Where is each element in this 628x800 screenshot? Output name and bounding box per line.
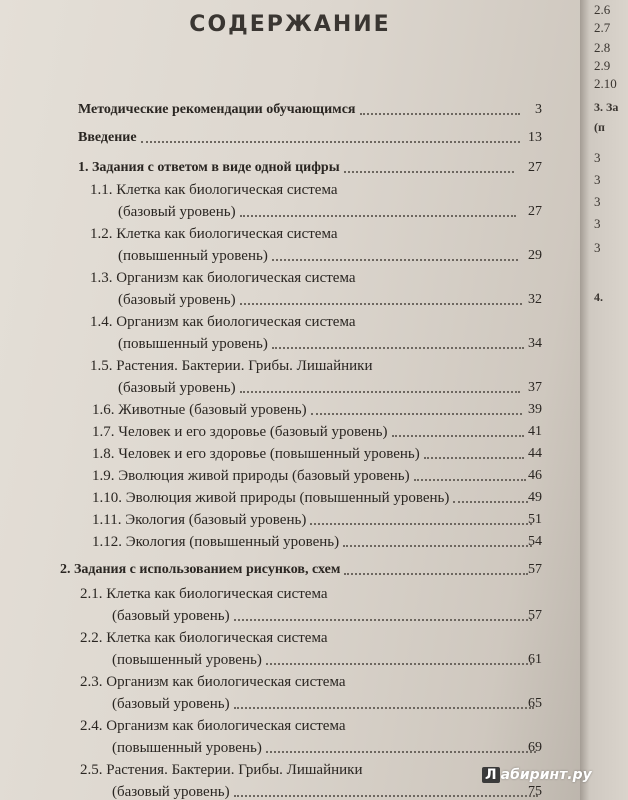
toc-entry-title: 2.5. Растения. Бактерии. Грибы. Лишайники	[80, 762, 363, 778]
toc-entry-page: 27	[528, 160, 542, 175]
toc-entry	[0, 290, 580, 312]
watermark-logo: Л	[482, 767, 500, 783]
toc-entry-page: 13	[528, 130, 542, 145]
facing-page-fragment: 2.6	[594, 2, 611, 17]
toc-entry	[0, 650, 580, 672]
facing-page-fragment: 2.8	[594, 40, 611, 55]
facing-page-fragment: 2.10	[594, 76, 617, 91]
dot-leader	[414, 479, 526, 481]
facing-page-fragment: 3. За	[594, 100, 619, 114]
toc-entry-title: 1.6. Животные (базовый уровень)	[92, 402, 307, 418]
toc-entry-title: (базовый уровень)	[118, 204, 236, 220]
toc-entry	[0, 268, 580, 290]
toc-entry	[0, 532, 580, 554]
toc-entry	[0, 356, 580, 378]
toc-entry-title: 1.5. Растения. Бактерии. Грибы. Лишайники	[90, 358, 373, 374]
toc-entry-title: 1.11. Экология (базовый уровень)	[92, 512, 307, 528]
toc-entry-title: (базовый уровень)	[112, 608, 230, 624]
facing-page-fragment: 3	[594, 216, 601, 231]
toc-entry	[0, 246, 580, 268]
toc-entry-page: 69	[528, 740, 542, 755]
watermark	[482, 767, 592, 783]
toc-entry-page: 41	[528, 424, 542, 439]
dot-leader	[240, 303, 522, 305]
toc-entry-title: 2. Задания с использованием рисунков, схем	[60, 562, 341, 577]
toc-entry-page: 57	[528, 562, 542, 577]
facing-page-fragment: 2.9	[594, 58, 611, 73]
toc-entry-page: 44	[528, 446, 542, 461]
toc-entry-page: 27	[528, 204, 542, 219]
toc-entry	[0, 782, 580, 800]
toc-entry-page: 32	[528, 292, 542, 307]
toc-title: СОДЕРЖАНИЕ	[189, 12, 391, 37]
toc-entry-page: 51	[528, 512, 542, 527]
toc-entry-title: (повышенный уровень)	[112, 740, 262, 756]
facing-page-fragment: 3	[594, 172, 601, 187]
toc-entry-title: 1.12. Экология (повышенный уровень)	[92, 534, 340, 550]
toc-entry	[0, 400, 580, 422]
toc-entry-title: (базовый уровень)	[118, 292, 236, 308]
dot-leader	[453, 501, 528, 503]
dot-leader	[344, 171, 514, 173]
toc-entry	[0, 100, 580, 122]
toc-entry-page: 75	[528, 784, 542, 799]
toc-entry-title: 1.9. Эволюция живой природы (базовый уровень)	[92, 468, 410, 484]
dot-leader	[234, 795, 538, 797]
facing-page	[580, 0, 628, 800]
toc-entry-title: 1.10. Эволюция живой природы (повышенный уровень)	[92, 490, 450, 506]
toc-entry-title: 1.8. Человек и его здоровье (повышенный уровень)	[92, 446, 420, 462]
facing-page-fragment: 3	[594, 150, 601, 165]
toc-entry	[0, 606, 580, 628]
toc-entry-page: 34	[528, 336, 542, 351]
facing-page-fragment: 3	[594, 240, 601, 255]
toc-entry	[0, 224, 580, 246]
toc-entry	[0, 180, 580, 202]
toc-entry	[0, 628, 580, 650]
toc-entry-title: (базовый уровень)	[118, 380, 236, 396]
toc-entry	[0, 466, 580, 488]
toc-entry-page: 65	[528, 696, 542, 711]
facing-page-fragment: 2.7	[594, 20, 611, 35]
toc-entry	[0, 738, 580, 760]
toc-entry	[0, 444, 580, 466]
dot-leader	[234, 707, 534, 709]
toc-entry	[0, 378, 580, 400]
toc-entry-page: 29	[528, 248, 542, 263]
facing-page-fragment: 4.	[594, 290, 603, 304]
toc-entry-title: (повышенный уровень)	[118, 336, 268, 352]
toc-entry	[0, 694, 580, 716]
toc-entry-title: Введение	[78, 130, 137, 145]
toc-entry	[0, 422, 580, 444]
dot-leader	[240, 391, 520, 393]
toc-entry	[0, 158, 580, 180]
dot-leader	[272, 259, 518, 261]
toc-entry-page: 49	[528, 490, 542, 505]
toc-entry	[0, 560, 580, 582]
watermark-text: абиринт.ру	[500, 767, 592, 783]
dot-leader	[344, 573, 528, 575]
toc-entry-page: 37	[528, 380, 542, 395]
toc-entry	[0, 510, 580, 532]
toc-entry-page: 46	[528, 468, 542, 483]
toc-entry-page: 54	[528, 534, 542, 549]
toc-entry-title: (повышенный уровень)	[118, 248, 268, 264]
dot-leader	[234, 619, 532, 621]
toc-entry-title: 1.4. Организм как биологическая система	[90, 314, 356, 330]
toc-entry-title: 1.7. Человек и его здоровье (базовый уровень)	[92, 424, 388, 440]
toc-entry-page: 61	[528, 652, 542, 667]
toc-entry	[0, 488, 580, 510]
toc-entry	[0, 716, 580, 738]
toc-entry	[0, 672, 580, 694]
toc-entry-title: 2.2. Клетка как биологическая система	[80, 630, 328, 646]
toc-entry-title: 1.3. Организм как биологическая система	[90, 270, 356, 286]
toc-entry-title: 1. Задания с ответом в виде одной цифры	[78, 160, 340, 175]
dot-leader	[266, 751, 536, 753]
toc-entry-title: 2.4. Организм как биологическая система	[80, 718, 346, 734]
facing-page-fragment: (п	[594, 120, 605, 134]
toc-entry	[0, 334, 580, 356]
toc-entry-title: 1.1. Клетка как биологическая система	[90, 182, 338, 198]
dot-leader	[360, 113, 520, 115]
toc-entry-page: 39	[528, 402, 542, 417]
dot-leader	[240, 215, 516, 217]
toc-entry-title: 1.2. Клетка как биологическая система	[90, 226, 338, 242]
toc-entry	[0, 202, 580, 224]
toc-entry-title: Методические рекомендации обучающимся	[78, 102, 356, 117]
toc-entry-title: (повышенный уровень)	[112, 652, 262, 668]
dot-leader	[141, 141, 520, 143]
dot-leader	[311, 413, 522, 415]
toc-entry	[0, 128, 580, 150]
toc-entry-title: 2.1. Клетка как биологическая система	[80, 586, 328, 602]
dot-leader	[310, 523, 532, 525]
dot-leader	[272, 347, 524, 349]
toc-entry	[0, 312, 580, 334]
toc-entry-page: 3	[535, 102, 542, 117]
dot-leader	[392, 435, 524, 437]
toc-entry-title: 2.3. Организм как биологическая система	[80, 674, 346, 690]
toc-entry-title: (базовый уровень)	[112, 696, 230, 712]
toc-entry	[0, 584, 580, 606]
facing-page-fragment: 3	[594, 194, 601, 209]
toc-entry-title: (базовый уровень)	[112, 784, 230, 800]
dot-leader	[266, 663, 532, 665]
dot-leader	[343, 545, 532, 547]
dot-leader	[424, 457, 524, 459]
toc-entry-page: 57	[528, 608, 542, 623]
